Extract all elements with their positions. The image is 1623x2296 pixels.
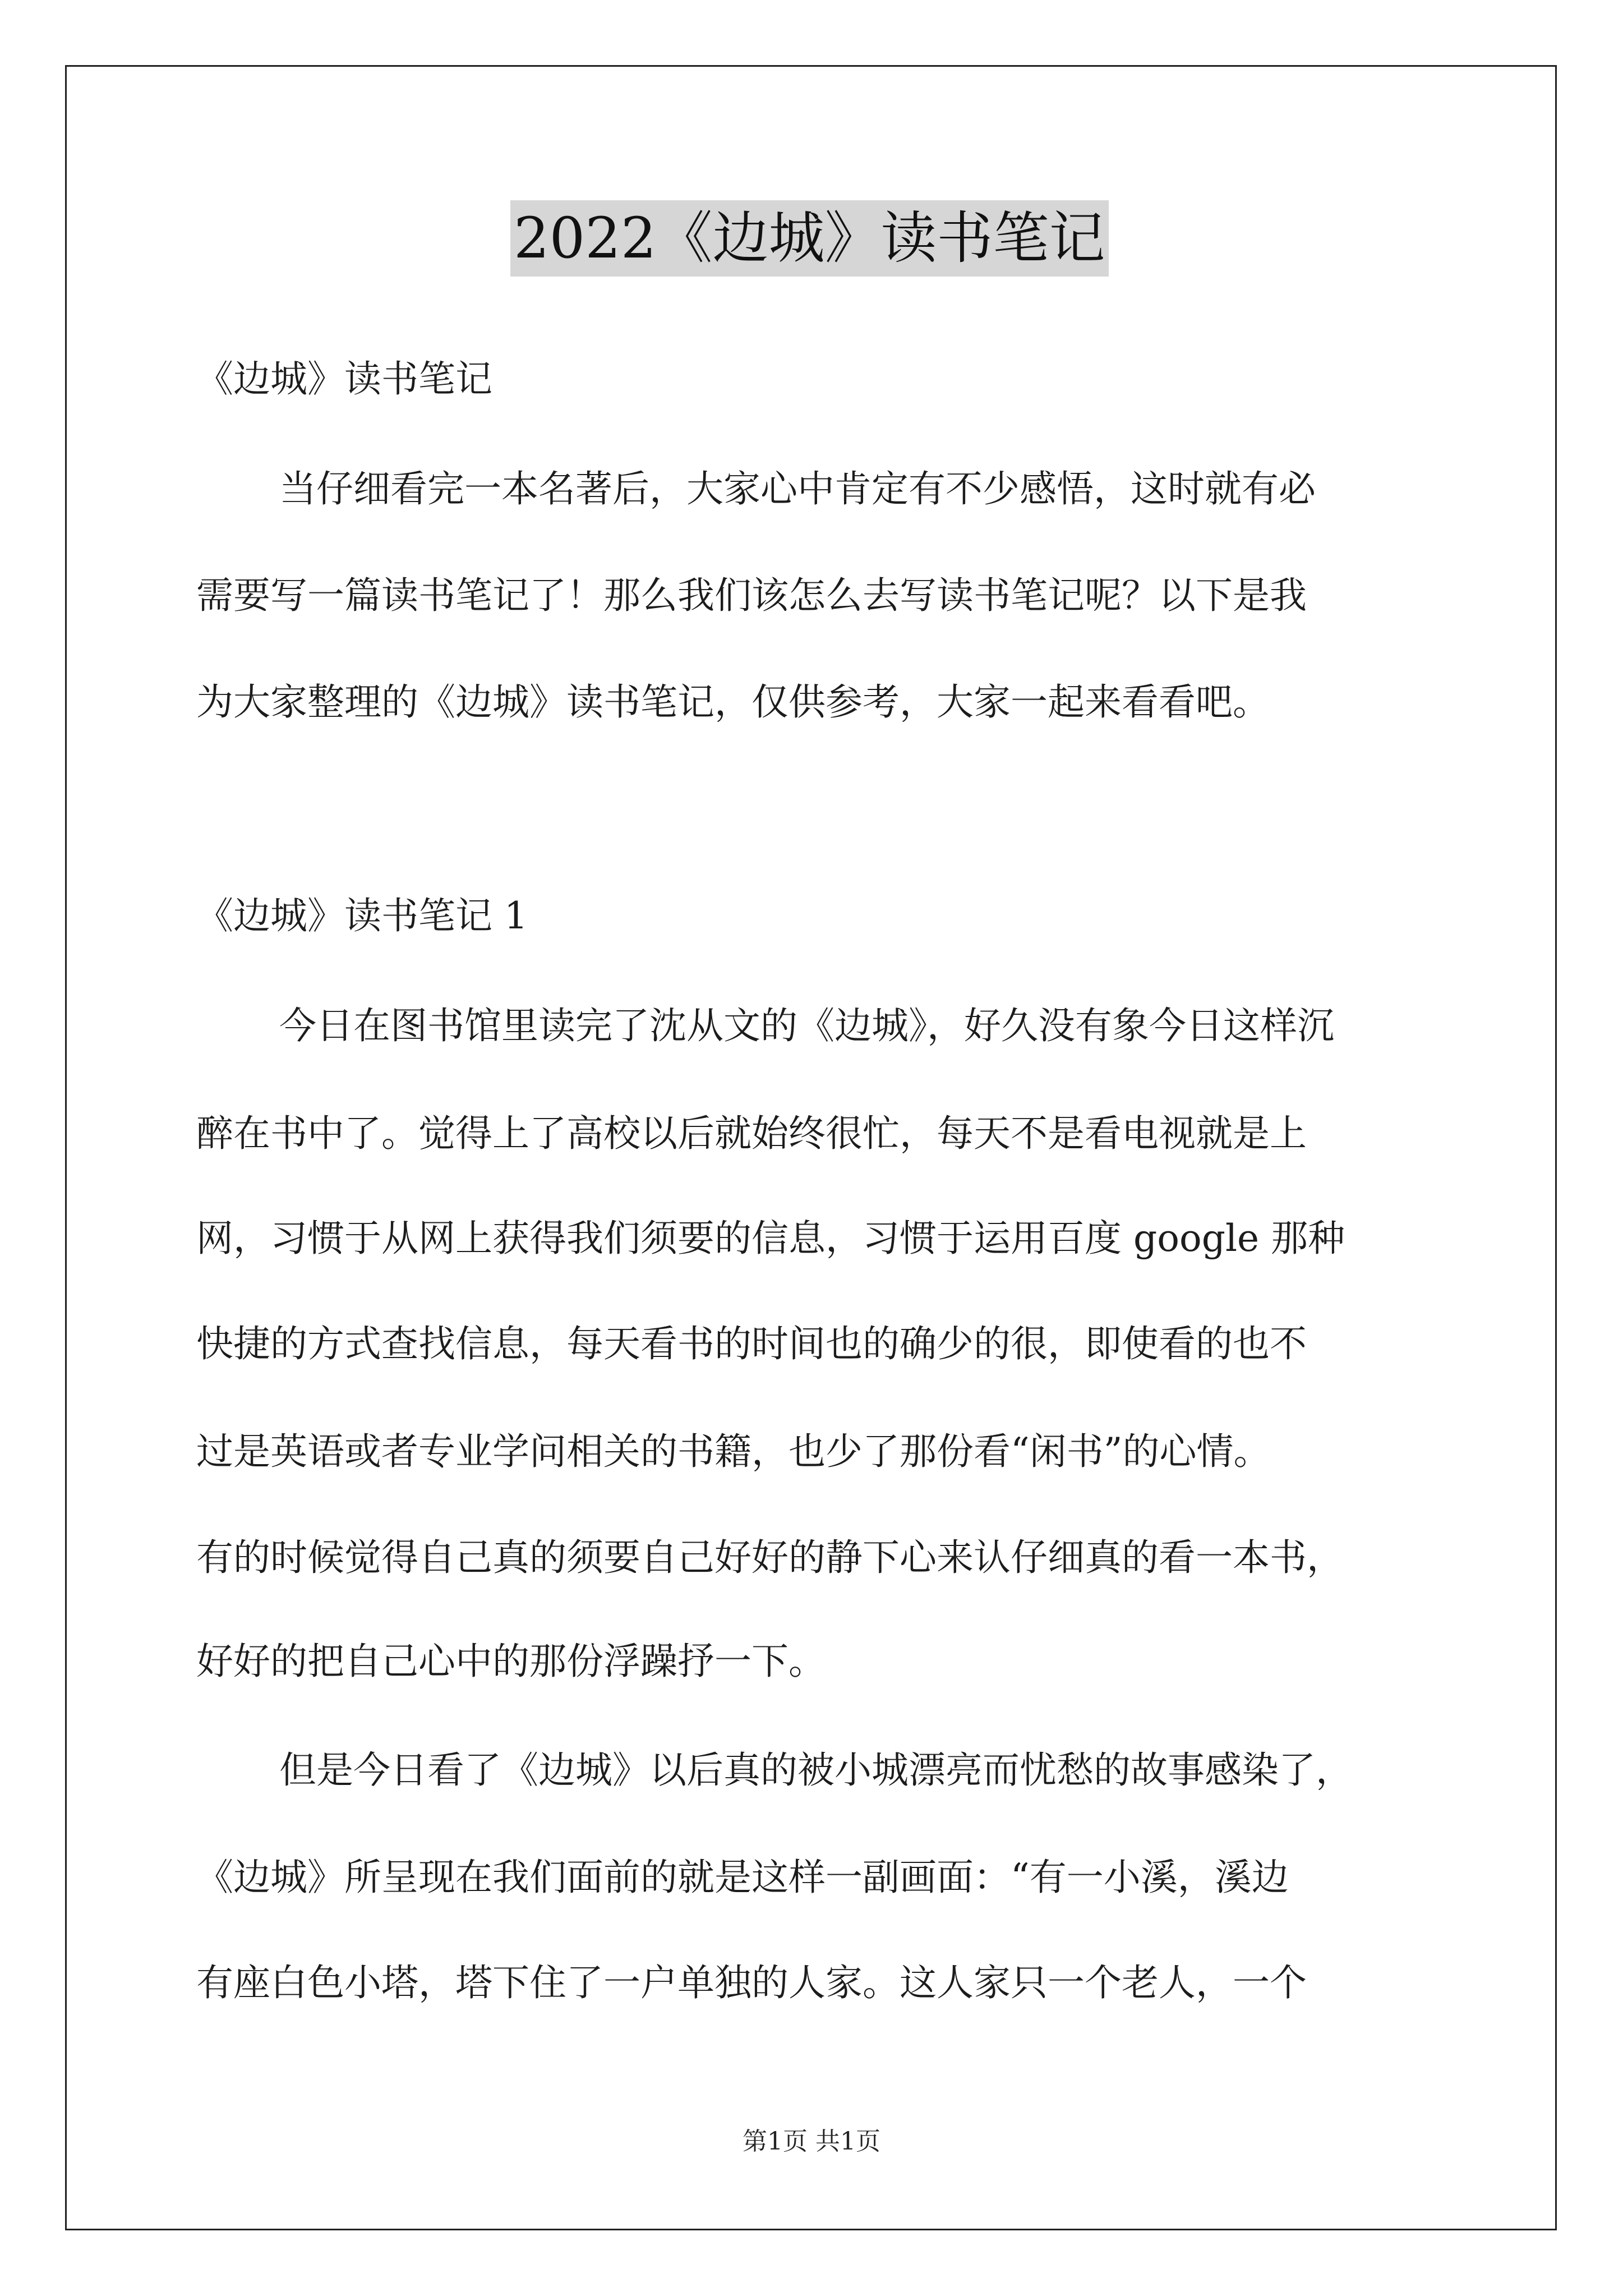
document-subtitle: 《边城》读书笔记 xyxy=(196,357,492,401)
paragraph2-line-1: 但是今日看了《边城》以后真的被小城漂亮而忧愁的故事感染了， xyxy=(279,1749,1353,1792)
paragraph1-line-4: 快捷的方式查找信息，每天看书的时间也的确少的很，即使看的也不 xyxy=(196,1322,1307,1365)
paragraph1-line-2: 醉在书中了。觉得上了高校以后就始终很忙，每天不是看电视就是上 xyxy=(196,1112,1307,1155)
section-heading: 《边城》读书笔记 1 xyxy=(196,894,528,937)
intro-line-3: 为大家整理的《边城》读书笔记，仅供参考，大家一起来看看吧。 xyxy=(196,680,1270,724)
paragraph1-line-3: 网，习惯于从网上获得我们须要的信息，习惯于运用百度 google 那种 xyxy=(196,1217,1345,1260)
document-title: 2022《边城》读书笔记 xyxy=(510,200,1109,277)
paragraph1-line-1: 今日在图书馆里读完了沈从文的《边城》，好久没有象今日这样沉 xyxy=(279,1004,1334,1047)
page-footer: 第1页 共1页 xyxy=(743,2127,880,2156)
paragraph2-line-2: 《边城》所呈现在我们面前的就是这样一副画面：“有一小溪，溪边 xyxy=(196,1856,1289,1899)
intro-line-1: 当仔细看完一本名著后，大家心中肯定有不少感悟，这时就有必 xyxy=(279,467,1316,510)
paragraph1-line-6: 有的时候觉得自己真的须要自己好好的静下心来认仔细真的看一本书， xyxy=(196,1536,1344,1579)
paragraph1-line-5: 过是英语或者专业学问相关的书籍，也少了那份看“闲书”的心情。 xyxy=(196,1430,1271,1473)
paragraph2-line-3: 有座白色小塔，塔下住了一户单独的人家。这人家只一个老人，一个 xyxy=(196,1961,1307,2004)
paragraph1-line-7: 好好的把自己心中的那份浮躁抒一下。 xyxy=(196,1640,826,1683)
intro-line-2: 需要写一篇读书笔记了！那么我们该怎么去写读书笔记呢？以下是我 xyxy=(196,574,1307,617)
